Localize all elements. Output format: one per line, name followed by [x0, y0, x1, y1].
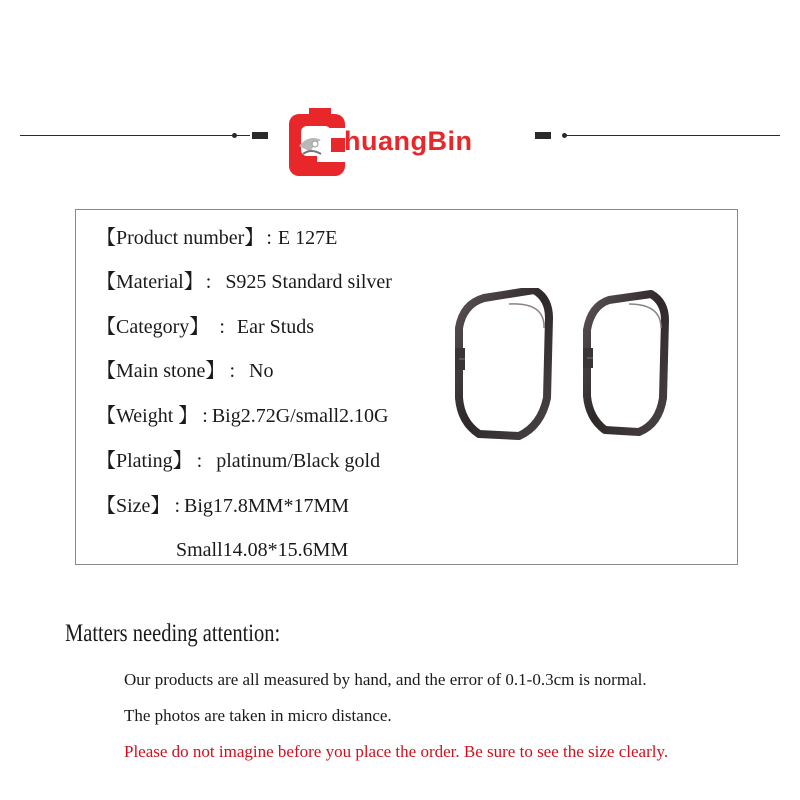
spec-separator: : — [196, 450, 203, 472]
spec-value: E 127E — [277, 227, 338, 249]
spec-separator: : — [229, 360, 235, 382]
earring-right — [583, 294, 665, 432]
spec-row-size-small: Small14.08*15.6MM — [176, 539, 349, 561]
spec-value: platinum/Black gold — [216, 450, 381, 472]
spec-separator: : — [202, 405, 208, 427]
spec-value: S925 Standard silver — [225, 271, 392, 293]
spec-row-size — [96, 494, 349, 518]
spec-label: 【Plating】 — [96, 450, 193, 472]
spec-row-material — [96, 270, 392, 294]
spec-label: 【Product number】 — [96, 227, 265, 249]
spec-separator: : — [174, 495, 180, 517]
spec-value: Big2.72G/small2.10G — [211, 405, 389, 427]
divider-line-right — [566, 135, 780, 136]
note-measurement: Our products are all measured by hand, and the error of 0.1-0.3cm is normal. — [124, 670, 647, 689]
spec-row-weight — [96, 404, 389, 428]
spec-row-category — [96, 315, 314, 339]
spec-value: No — [249, 360, 274, 382]
spec-separator: : — [266, 227, 272, 249]
divider-dash-right — [535, 132, 551, 139]
spec-label: 【Category】 — [96, 316, 210, 338]
spec-value: Ear Studs — [236, 316, 315, 338]
brand-name: huangBin — [344, 126, 473, 156]
spec-label: 【Material】 — [96, 271, 204, 293]
brand-logo — [287, 108, 347, 180]
spec-label: 【Size】 — [96, 495, 171, 517]
spec-separator: : — [205, 271, 212, 293]
divider-dot-left — [232, 133, 237, 138]
hoop-earrings-icon — [449, 288, 689, 458]
product-photo — [449, 288, 689, 458]
spec-row-product-number — [96, 226, 337, 250]
spec-value: Big17.8MM*17MM — [184, 495, 350, 517]
spec-row-plating — [96, 449, 380, 473]
divider-line-left — [20, 135, 250, 136]
note-warning: Please do not imagine before you place the order. Be sure to see the size clearly. — [124, 742, 669, 761]
spec-panel — [75, 209, 738, 565]
earring-left — [455, 290, 549, 436]
spec-label: 【Main stone】 — [96, 360, 226, 382]
spec-label: 【Weight 】 — [96, 405, 199, 427]
brand-logo-icon — [287, 108, 347, 180]
spec-separator: : — [219, 316, 225, 338]
spec-row-main-stone — [96, 359, 273, 383]
notes-title: Matters needing attention: — [65, 620, 281, 647]
note-photos: The photos are taken in micro distance. — [124, 706, 392, 725]
divider-dash-left — [252, 132, 268, 139]
